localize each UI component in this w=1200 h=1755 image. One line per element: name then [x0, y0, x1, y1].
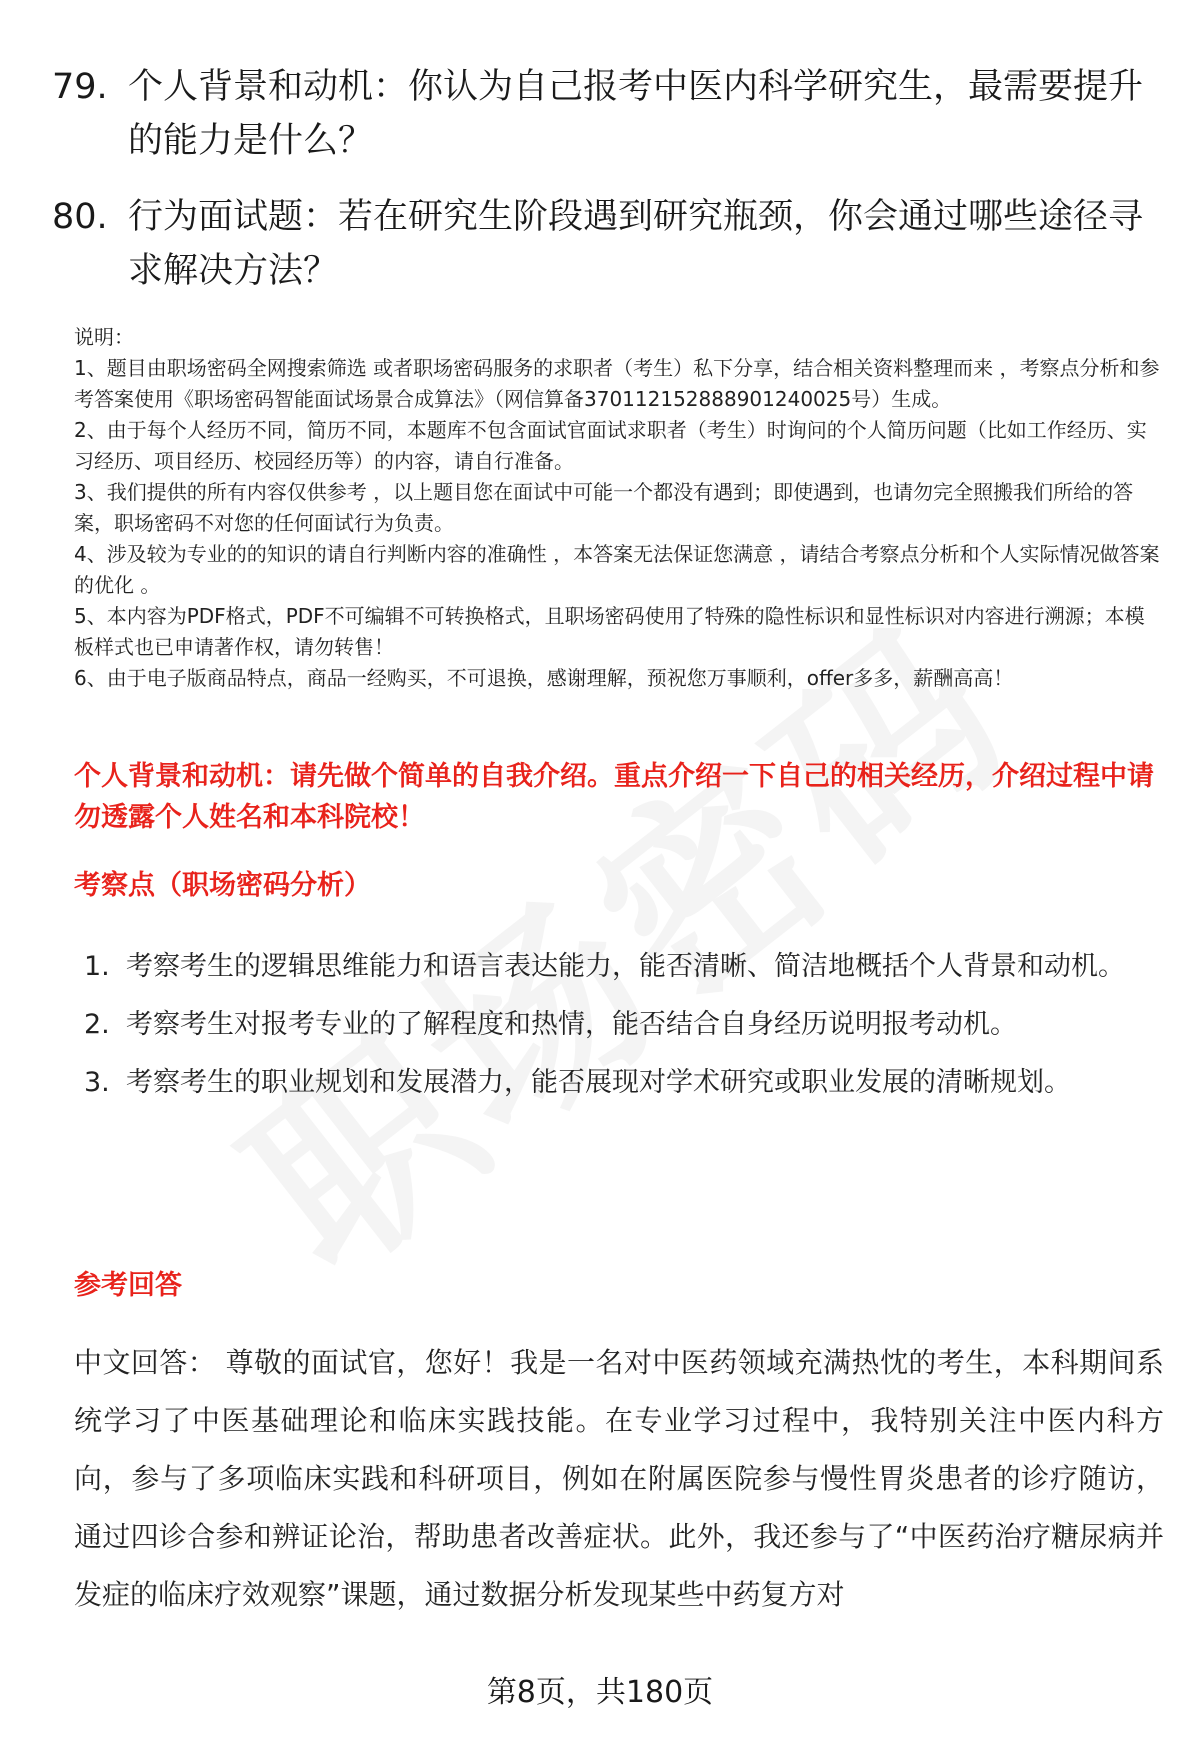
question-number: 80.: [52, 197, 108, 237]
note-item: 3、我们提供的所有内容仅供参考 ，以上题目您在面试中可能一个都没有遇到；即使遇到，也请勿完全照搬我们所给的答案，职场密码不对您的任何面试行为负责。: [74, 480, 1134, 535]
reference-answer-heading: 参考回答: [74, 1270, 182, 1301]
question-number: 79.: [52, 67, 108, 107]
current-question-heading: 个人背景和动机：请先做个简单的自我介绍。重点介绍一下自己的相关经历，介绍过程中请勿透露个人姓名和本科院校！: [74, 761, 1154, 833]
list-item-number: 2.: [84, 1009, 110, 1040]
page-footer: 第8页，共180页: [486, 1675, 714, 1710]
question-79: [52, 60, 1162, 168]
list-item: [84, 996, 1164, 1054]
reference-answer-text: 中文回答： 尊敬的面试官，您好！我是一名对中医药领域充满热忱的考生，本科期间系统学习了中医基础理论和临床实践技能。在专业学习过程中，我特别关注中医内科方向，参与了多项临床实践和科研项目，例如在附属医院参与慢性胃炎患者的诊疗随访，通过四诊合参和辨证论治，帮助患者改善症状。此外，我还参与了“中医药治疗糖尿病并发症的临床疗效观察”课题，通过数据分析发现某些中药复方对: [74, 1346, 1164, 1611]
list-item-text: 考察考生对报考专业的了解程度和热情，能否结合自身经历说明报考动机。: [126, 1009, 1017, 1040]
list-item-text: 考察考生的职业规划和发展潜力，能否展现对学术研究或职业发展的清晰规划。: [126, 1067, 1071, 1098]
list-item-number: 1.: [84, 951, 110, 982]
note-item: 4、涉及较为专业的的知识的请自行判断内容的准确性 ，本答案无法保证您满意 ，请结合考察点分析和个人实际情况做答案的优化 。: [74, 542, 1160, 597]
notes-heading: 说明：: [74, 325, 134, 349]
list-item: [84, 1054, 1164, 1112]
list-item-text: 考察考生的逻辑思维能力和语言表达能力，能否清晰、简洁地概括个人背景和动机。: [126, 951, 1125, 982]
note-item: 1、题目由职场密码全网搜索筛选 或者职场密码服务的求职者（考生）私下分享，结合相关资料整理而来 ，考察点分析和参考答案使用《职场密码智能面试场景合成算法》（网信算备370112152888901240025号）生成。: [74, 356, 1160, 411]
question-80: [52, 190, 1162, 298]
list-item-number: 3.: [84, 1067, 110, 1098]
assessment-points-heading: 考察点（职场密码分析）: [74, 870, 371, 901]
note-item: 6、由于电子版商品特点，商品一经购买，不可退换，感谢理解，预祝您万事顺利，offer多多，薪酬高高！: [74, 666, 1014, 690]
note-item: 5、本内容为PDF格式，PDF不可编辑不可转换格式，且职场密码使用了特殊的隐性标识和显性标识对内容进行溯源；本模板样式也已申请著作权，请勿转售！: [74, 604, 1145, 659]
question-text: 行为面试题：若在研究生阶段遇到研究瓶颈，你会通过哪些途径寻求解决方法？: [128, 197, 1144, 291]
list-item: [84, 938, 1164, 996]
disclaimer-notes: [74, 322, 1164, 694]
note-item: 2、由于每个人经历不同，简历不同，本题库不包含面试官面试求职者（考生）时询问的个人简历问题（比如工作经历、实习经历、项目经历、校园经历等）的内容，请自行准备。: [74, 418, 1147, 473]
assessment-points-list: [84, 938, 1164, 1112]
question-text: 个人背景和动机：你认为自己报考中医内科学研究生，最需要提升的能力是什么？: [128, 67, 1144, 161]
